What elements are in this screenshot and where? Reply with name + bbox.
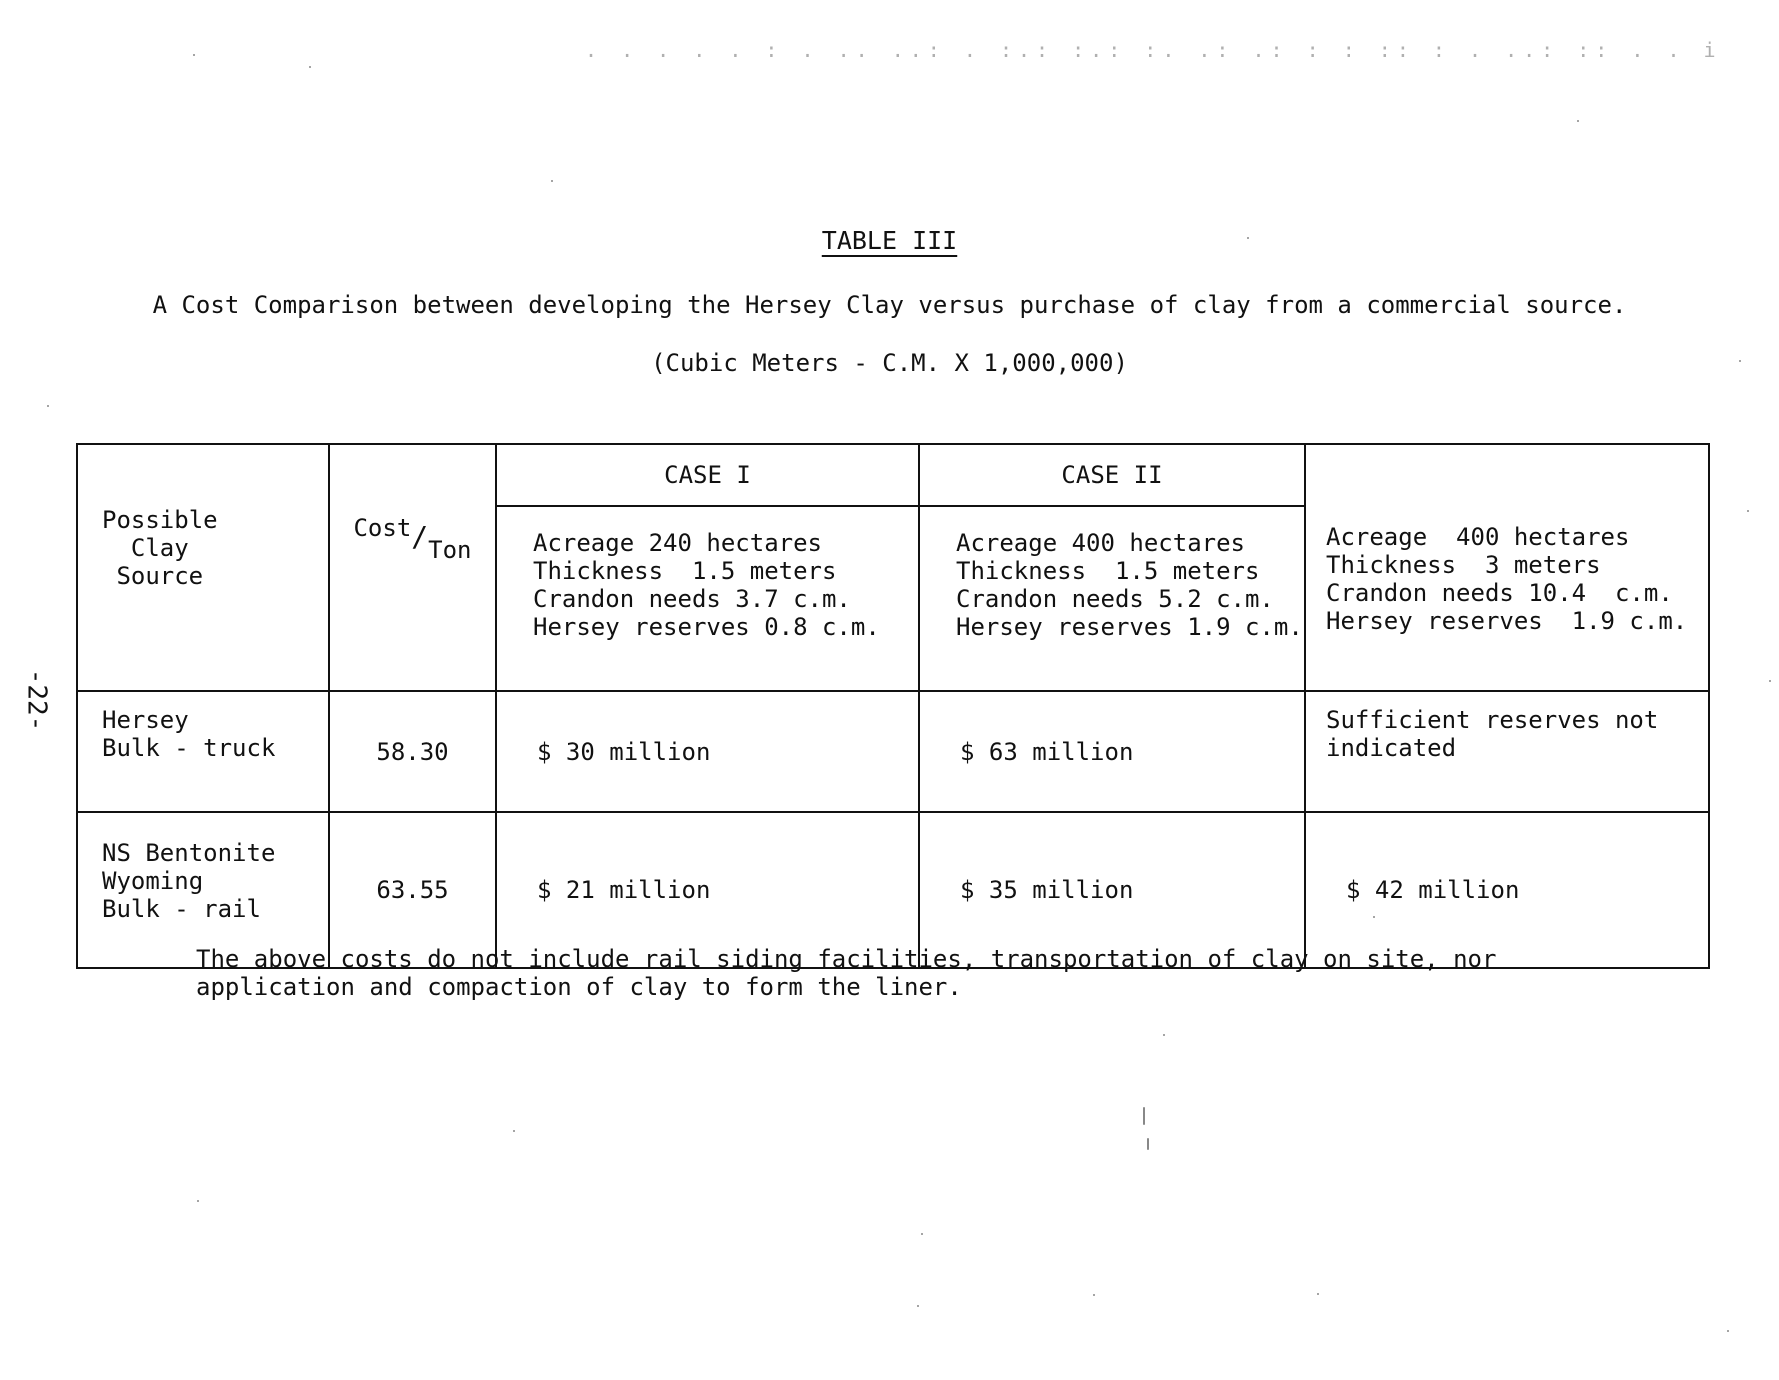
table-subtitle: A Cost Comparison between developing the Hersey Clay versus purchase of clay from a commercial source.: [152, 291, 1627, 319]
table-title-text: TABLE III: [821, 226, 958, 255]
header-cost-slash: /: [411, 520, 429, 553]
scan-speck: [1727, 1330, 1729, 1332]
header-case2-label: CASE II: [919, 444, 1305, 506]
header-case1-details: Acreage 240 hectares Thickness 1.5 meters Crandon needs 3.7 c.m. Hersey reserves 0.8 c.m.: [496, 506, 919, 691]
table-title: [0, 226, 1779, 255]
row-case3-note: Sufficient reserves not indicated: [1305, 691, 1709, 812]
scan-speck: [1747, 510, 1749, 512]
scan-speck: [1093, 1294, 1095, 1296]
row-source-cell: NS Bentonite Wyoming Bulk - rail: [77, 812, 329, 968]
scan-speck: [551, 180, 553, 182]
cost-comparison-table: [76, 443, 1710, 969]
scan-speck: [197, 1200, 199, 1202]
row-cost-per-ton: 63.55: [329, 812, 496, 968]
scan-speck: [1373, 916, 1375, 918]
table-row: [77, 691, 1709, 812]
scan-speck: [309, 66, 311, 68]
header-source-label: Possible Clay Source: [102, 505, 218, 590]
row-source-cell: Hersey Bulk - truck: [77, 691, 329, 812]
header-case2-details: Acreage 400 hectares Thickness 1.5 meters Crandon needs 5.2 c.m. Hersey reserves 1.9 c.m.: [919, 506, 1305, 691]
row-cost-per-ton: 58.30: [329, 691, 496, 812]
units-note: (Cubic Meters - C.M. X 1,000,000): [651, 349, 1128, 377]
scan-speck: [1739, 360, 1741, 362]
scan-speck: [1769, 680, 1771, 682]
row-case1-cost: $ 21 million: [496, 812, 919, 968]
row-case3-cost: $ 42 million: [1305, 812, 1709, 968]
scan-speck: [1163, 1034, 1165, 1036]
cost-footnote: The above costs do not include rail siding facilities, transportation of clay on site, nor application and compaction of clay to form the liner.: [196, 945, 1497, 1001]
scan-speck: [1317, 1293, 1319, 1295]
scan-artifact-header: . . . . . : . .. ..: . :.: :.: :. .: .: : : :: : . ..: :: . . i: [585, 38, 1722, 62]
header-source-cell: [77, 444, 329, 691]
scan-speck: [1143, 1107, 1145, 1125]
scan-speck: [513, 1130, 515, 1132]
row-case2-cost: $ 35 million: [919, 812, 1305, 968]
scan-speck: [917, 1305, 919, 1307]
row-case1-cost: $ 30 million: [496, 691, 919, 812]
header-cost-cell: [329, 444, 496, 691]
scan-speck: [193, 54, 195, 56]
page-number: -22-: [21, 668, 52, 732]
header-case1-label: CASE I: [496, 444, 919, 506]
scan-speck: [1147, 1138, 1149, 1150]
scan-speck: [47, 405, 49, 407]
header-row-1: [77, 444, 1709, 506]
header-case3-details: Acreage 400 hectares Thickness 3 meters Crandon needs 10.4 c.m. Hersey reserves 1.9 c.m.: [1305, 444, 1709, 691]
row-case2-cost: $ 63 million: [919, 691, 1305, 812]
header-cost-bottom: Ton: [428, 536, 472, 564]
scan-speck: [1577, 120, 1579, 122]
header-cost-top: Cost: [353, 514, 412, 542]
scan-speck: [1247, 237, 1249, 239]
scan-speck: [921, 1233, 923, 1235]
